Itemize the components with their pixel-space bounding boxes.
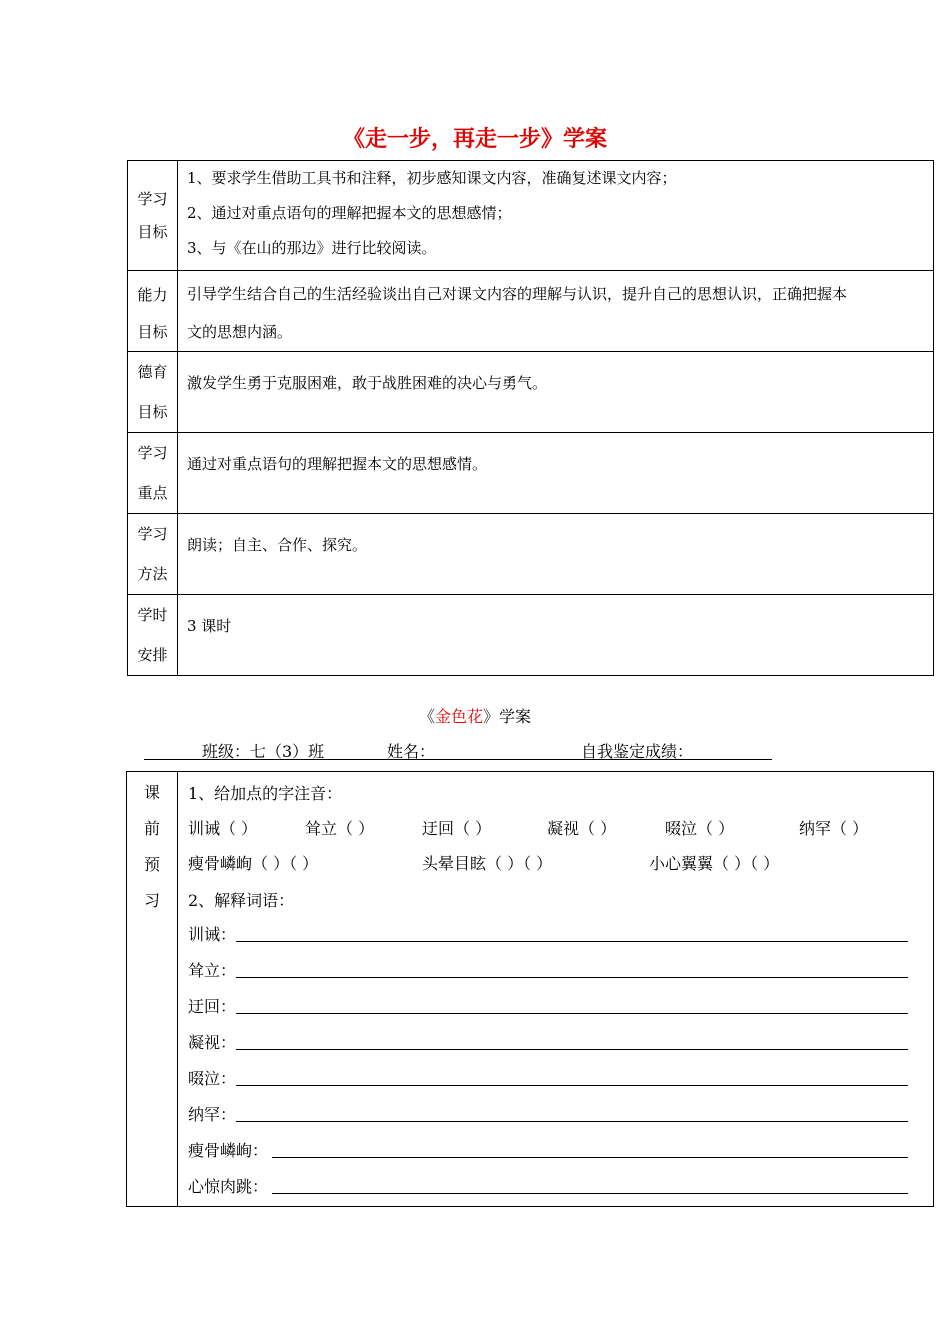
- definition-row: 凝视：: [188, 1030, 908, 1054]
- class-label: 班级：七（3）班: [202, 742, 325, 761]
- definition-row: 纳罕：: [188, 1102, 908, 1126]
- name-label: 姓名：: [387, 742, 436, 761]
- plan1-title: 《走一步，再走一步》学案: [342, 126, 607, 152]
- question-2: 2、解释词语：: [188, 891, 295, 910]
- definition-row: 训诫：: [188, 922, 908, 946]
- question-1: 1、给加点的字注音：: [188, 784, 343, 803]
- table-row: [128, 433, 934, 514]
- plan1-table: [127, 160, 934, 676]
- table-row: [128, 352, 934, 433]
- pinyin-row: 瘦骨嶙峋（ ）（ ） 头晕目眩（ ）（ ） 小心翼翼（ ）（ ）: [188, 854, 780, 873]
- row-content: 激发学生勇于克服困难，敢于战胜困难的决心与勇气。: [178, 352, 934, 433]
- row-content: 通过对重点语句的理解把握本文的思想感情。: [178, 433, 934, 514]
- preview-box: [126, 771, 934, 1207]
- definition-row: 啜泣：: [188, 1066, 908, 1090]
- row-content: 朗读；自主、合作、探究。: [178, 514, 934, 595]
- row-label: 德育 目标: [128, 352, 178, 433]
- plan2-title: 《金色花》学案: [418, 707, 532, 726]
- student-info-line: [144, 739, 772, 760]
- table-row: [128, 271, 934, 352]
- score-label: 自我鉴定成绩：: [581, 742, 694, 761]
- pinyin-row: 训诫（ ） 耸立（ ） 迂回（ ） 凝视（ ） 啜泣（ ） 纳罕（ ）: [188, 819, 869, 838]
- row-label: 学习 重点: [128, 433, 178, 514]
- row-content: 1、要求学生借助工具书和注释，初步感知课文内容，准确复述课文内容； 2、通过对重点语句的理解把握本文的思想感情； 3、与《在山的那边》进行比较阅读。: [178, 161, 934, 271]
- preview-side-label: 课 前 预 习: [127, 772, 178, 1206]
- definition-row: 瘦骨嶙峋：: [188, 1138, 908, 1162]
- row-content: 3 课时: [178, 595, 934, 676]
- definition-row: 心惊肉跳：: [188, 1174, 908, 1198]
- row-content: 引导学生结合自己的生活经验谈出自己对课文内容的理解与认识，提升自己的思想认识，正确把握本 文的思想内涵。: [178, 271, 934, 352]
- row-label: 学时 安排: [128, 595, 178, 676]
- row-label: 能力 目标: [128, 271, 178, 352]
- row-label: 学习 目标: [128, 161, 178, 271]
- definition-row: 耸立：: [188, 958, 908, 982]
- definition-row: 迂回：: [188, 994, 908, 1018]
- row-label: 学习 方法: [128, 514, 178, 595]
- table-row: [128, 514, 934, 595]
- table-row: [128, 161, 934, 271]
- table-row: [128, 595, 934, 676]
